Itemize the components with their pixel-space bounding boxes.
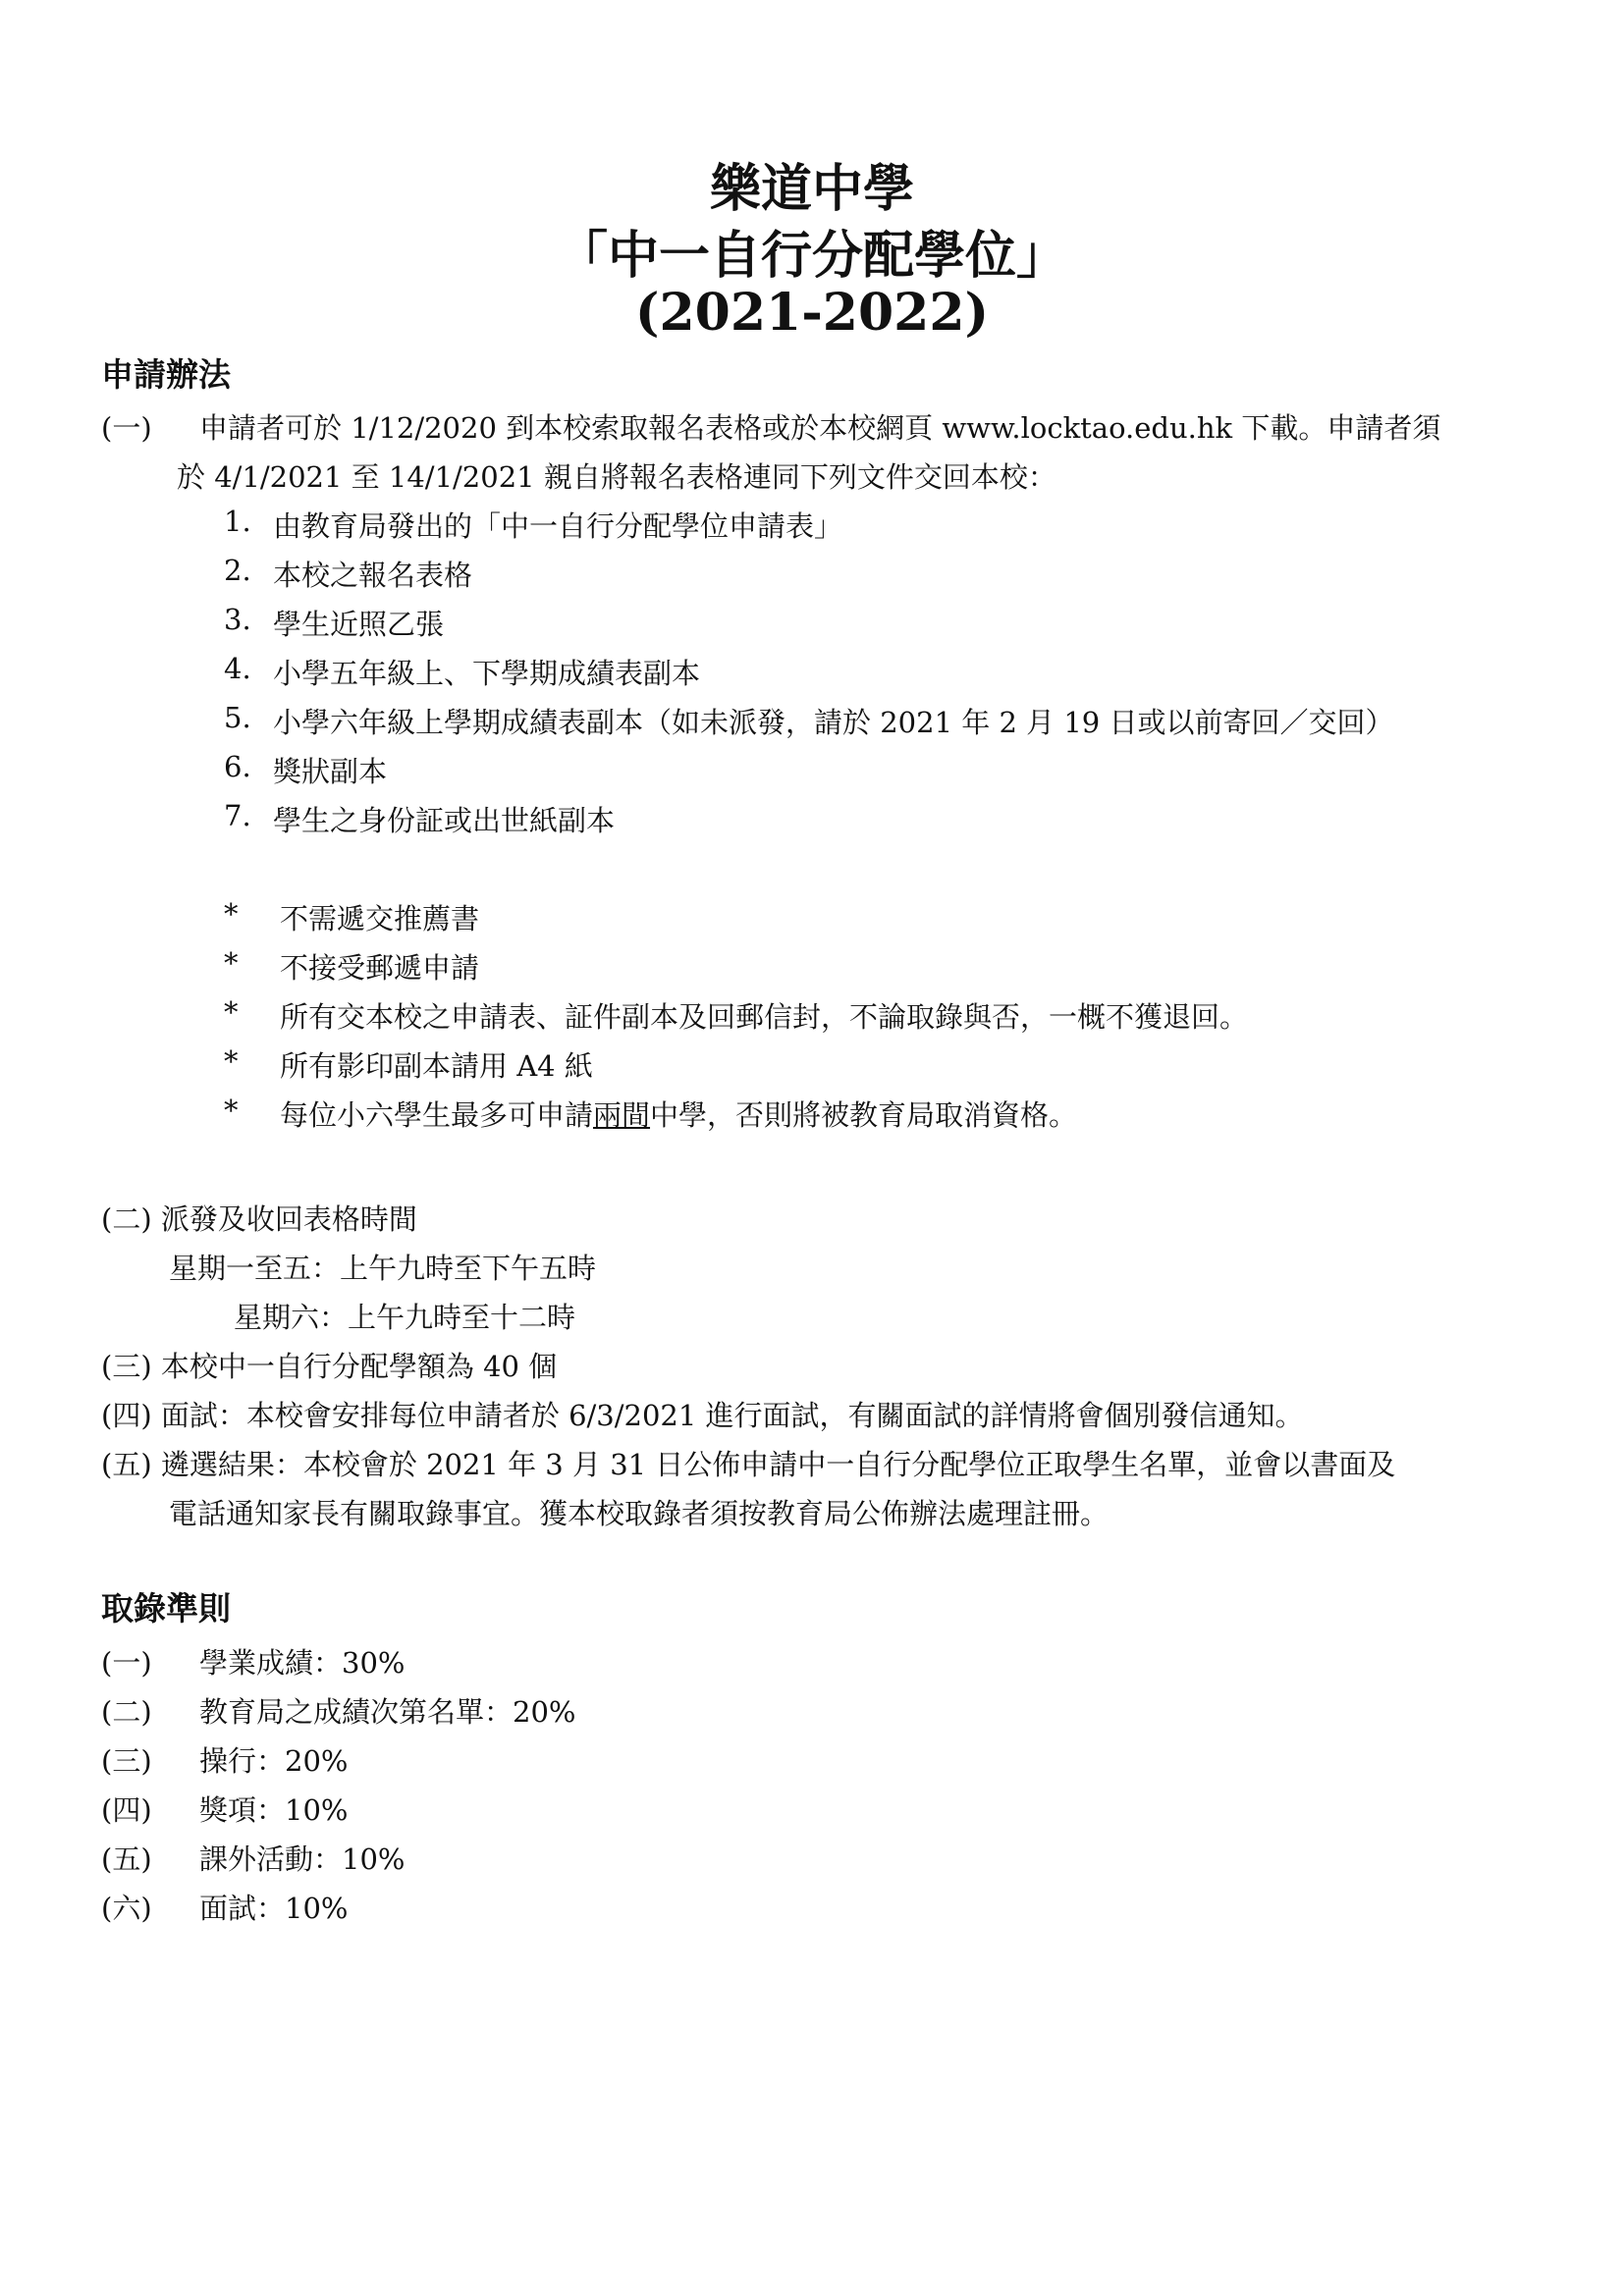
list-item-number: 6. <box>224 750 251 783</box>
list-item-number: 2. <box>224 554 251 587</box>
list-item-number: 1. <box>224 505 251 538</box>
list-item: 本校之報名表格 <box>273 559 473 592</box>
note-item: 所有交本校之申請表、証件副本及回郵信封，不論取錄與否，一概不獲退回。 <box>280 1000 1249 1034</box>
note-item: 不接受郵遞申請 <box>280 951 480 985</box>
list-item: 小學六年級上學期成績表副本（如未派發，請於 2021 年 2 月 19 日或以前寄回／交回） <box>273 706 1394 739</box>
criteria-item: 學業成績：30% <box>199 1646 406 1680</box>
note-text-underlined: 兩間 <box>593 1098 651 1132</box>
section3-quota: (三) 本校中一自行分配學額為 40 個 <box>101 1350 558 1383</box>
section1-marker: (一) <box>101 411 152 445</box>
criteria-marker: (四) <box>101 1793 152 1827</box>
note-text-after: 中學，否則將被教育局取消資格。 <box>650 1098 1078 1132</box>
section5-results-line2: 電話通知家長有關取錄事宜。獲本校取錄者須按教育局公佈辦法處理註冊。 <box>169 1497 1110 1530</box>
section2-title: (二) 派發及收回表格時間 <box>101 1202 417 1236</box>
note-item-school-limit <box>280 1094 1077 1134</box>
criteria-item: 獎項：10% <box>199 1793 349 1827</box>
note-bullet: * <box>224 995 239 1029</box>
note-item: 所有影印副本請用 A4 紙 <box>280 1049 593 1083</box>
list-item: 學生近照乙張 <box>273 608 445 641</box>
criteria-item: 面試：10% <box>199 1892 349 1925</box>
note-bullet: * <box>224 1094 239 1127</box>
weekday-hours: 星期一至五：上午九時至下午五時 <box>169 1252 597 1285</box>
scheme-title: 「中一自行分配學位」 <box>556 227 1067 286</box>
list-item: 學生之身份証或出世紙副本 <box>273 804 616 837</box>
section4-interview: (四) 面試：本校會安排每位申請者於 6/3/2021 進行面試，有關面試的詳情將會個別發信通知。 <box>101 1399 1304 1432</box>
note-item: 不需遞交推薦書 <box>280 902 480 935</box>
criteria-marker: (五) <box>101 1842 152 1876</box>
academic-year: (2021-2022) <box>634 283 990 343</box>
saturday-hours: 星期六：上午九時至十二時 <box>234 1301 576 1334</box>
note-bullet: * <box>224 897 239 931</box>
list-item: 由教育局發出的「中一自行分配學位申請表」 <box>273 509 843 543</box>
criteria-item: 課外活動：10% <box>199 1842 406 1876</box>
school-name: 樂道中學 <box>709 160 914 219</box>
section5-results-line1: (五) 遴選結果：本校會於 2021 年 3 月 31 日公佈申請中一自行分配學位正取學生名單，並會以書面及 <box>101 1448 1396 1481</box>
section1-line1: 申請者可於 1/12/2020 到本校索取報名表格或於本校網頁 www.locktao.edu.hk 下載。申請者須 <box>199 411 1441 445</box>
list-item: 小學五年級上、下學期成績表副本 <box>273 657 701 690</box>
list-item-number: 5. <box>224 701 251 734</box>
list-item-number: 4. <box>224 652 251 685</box>
criteria-marker: (二) <box>101 1695 152 1729</box>
note-text-before: 每位小六學生最多可申請 <box>280 1098 594 1132</box>
criteria-item: 操行：20% <box>199 1744 349 1778</box>
criteria-marker: (一) <box>101 1646 152 1680</box>
section1-line2: 於 4/1/2021 至 14/1/2021 親自將報名表格連同下列文件交回本校： <box>177 460 1056 494</box>
note-bullet: * <box>224 1044 239 1078</box>
criteria-heading: 取錄準則 <box>101 1589 231 1628</box>
application-heading: 申請辦法 <box>101 355 231 394</box>
list-item-number: 3. <box>224 603 251 636</box>
criteria-item: 教育局之成績次第名單：20% <box>199 1695 576 1729</box>
criteria-marker: (六) <box>101 1892 152 1925</box>
note-bullet: * <box>224 946 239 980</box>
list-item: 獎狀副本 <box>273 755 388 788</box>
criteria-marker: (三) <box>101 1744 152 1778</box>
list-item-number: 7. <box>224 799 251 832</box>
